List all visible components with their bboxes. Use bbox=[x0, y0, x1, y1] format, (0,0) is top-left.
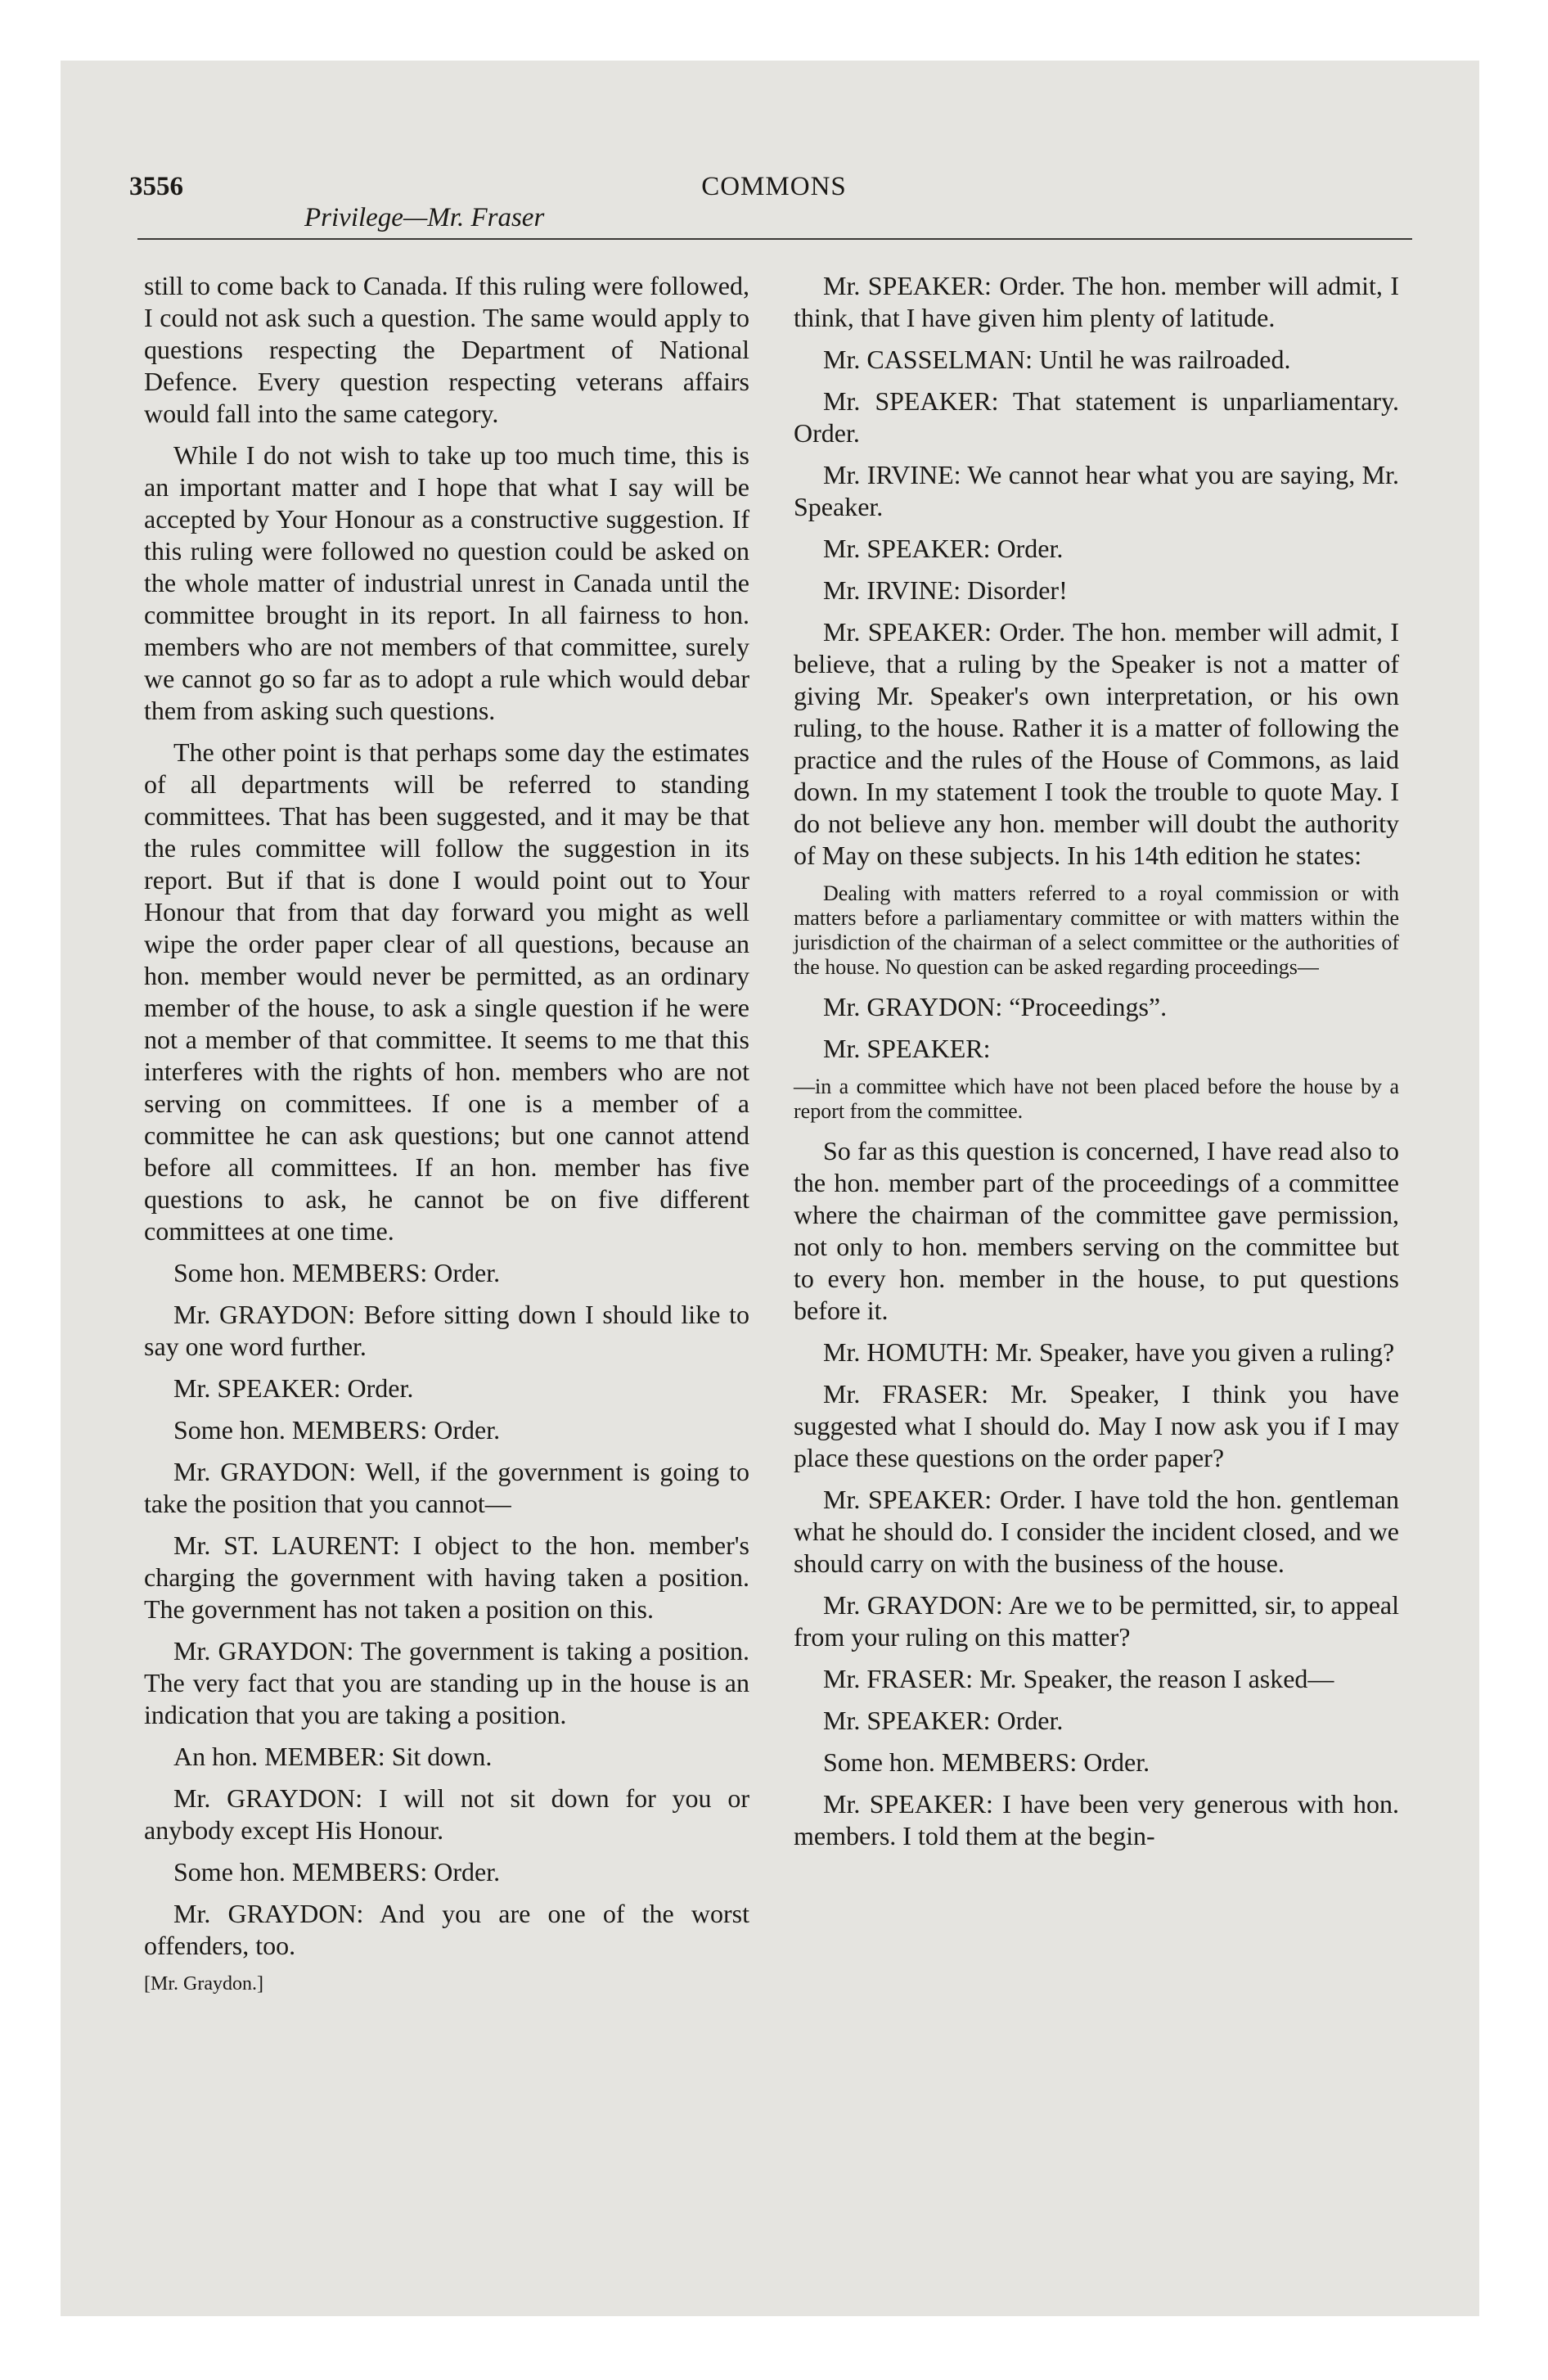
paragraph: Mr. SPEAKER: Order. bbox=[823, 534, 1064, 563]
block-quote: —in a committee which have not been placed before the house by a report from the committee. bbox=[794, 1075, 1399, 1123]
paragraph: Some hon. MEMBERS: Order. bbox=[173, 1857, 501, 1886]
right-column bbox=[794, 270, 1399, 1862]
paragraph: Mr. GRAYDON: “Proceedings”. bbox=[823, 992, 1168, 1021]
paragraph: Mr. FRASER: Mr. Speaker, I think you have suggested what I should do. May I now ask you if I may place these questions on the order paper? bbox=[794, 1379, 1399, 1472]
paragraph: Mr. HOMUTH: Mr. Speaker, have you given a ruling? bbox=[823, 1337, 1395, 1367]
paragraph: Mr. SPEAKER: Order. The hon. member will admit, I believe, that a ruling by the Speaker is not a matter of giving Mr. Speaker's own interpretation, or his own ruling, to the house. Rather it is a matter of following the practice and the rules of the House of Commons, as laid down. In my statement I took the trouble to quote May. I do not believe any hon. member will doubt the authority of May on these subjects. In his 14th edition he states: bbox=[794, 617, 1399, 870]
paragraph: The other point is that perhaps some day the estimates of all departments will be referred to standing committees. That has been suggested, and it may be that the rules committee will follow the suggestion in its report. But if that is done I would point out to Your Honour that from that day forward you might as well wipe the order paper clear of all questions, because an hon. member would never be permitted, as an ordinary member of the house, to ask a single question if he were not a member of that committee. It seems to me that this interferes with the rights of hon. members who are not serving on committees. If one is a member of a committee he can ask questions; but one cannot attend before all committees. If an hon. member has five questions to ask, he cannot be on five different committees at one time. bbox=[144, 737, 749, 1246]
paragraph: Mr. SPEAKER: bbox=[823, 1034, 991, 1063]
block-quote: Dealing with matters referred to a royal commission or with matters before a parliamentary committee or with matters within the jurisdiction of the chairman of a select committee or the authorities of the house. No question can be asked regarding proceedings— bbox=[794, 881, 1399, 979]
running-title: COMMONS bbox=[701, 172, 847, 201]
header-rule bbox=[137, 238, 1412, 240]
footer-attribution: [Mr. Graydon.] bbox=[144, 1973, 263, 1995]
paragraph: Mr. FRASER: Mr. Speaker, the reason I asked— bbox=[823, 1664, 1334, 1693]
paragraph: Mr. GRAYDON: Before sitting down I should like to say one word further. bbox=[144, 1300, 749, 1361]
paragraph: Mr. GRAYDON: Well, if the government is going to take the position that you cannot— bbox=[144, 1457, 749, 1518]
paragraph: Mr. CASSELMAN: Until he was railroaded. bbox=[823, 345, 1291, 374]
paragraph: Some hon. MEMBERS: Order. bbox=[173, 1415, 501, 1445]
paragraph: Mr. SPEAKER: That statement is unparliamentary. Order. bbox=[794, 386, 1399, 448]
paragraph: Mr. IRVINE: We cannot hear what you are saying, Mr. Speaker. bbox=[794, 460, 1399, 521]
paragraph: An hon. MEMBER: Sit down. bbox=[173, 1742, 493, 1771]
paragraph: Mr. SPEAKER: I have been very generous with hon. members. I told them at the begin- bbox=[794, 1789, 1399, 1850]
paragraph: Mr. IRVINE: Disorder! bbox=[823, 575, 1068, 605]
paragraph: Mr. ST. LAURENT: I object to the hon. member's charging the government with having taken a position. The government has not taken a position on this. bbox=[144, 1530, 749, 1624]
paragraph: Some hon. MEMBERS: Order. bbox=[173, 1258, 501, 1287]
paragraph: Mr. SPEAKER: Order. The hon. member will admit, I think, that I have given him plenty of latitude. bbox=[794, 271, 1399, 332]
paragraph: Some hon. MEMBERS: Order. bbox=[823, 1747, 1150, 1777]
paragraph: Mr. GRAYDON: I will not sit down for you or anybody except His Honour. bbox=[144, 1783, 749, 1845]
paragraph: Mr. SPEAKER: Order. bbox=[823, 1706, 1064, 1735]
running-subtitle: Privilege—Mr. Fraser bbox=[304, 203, 545, 232]
paragraph: Mr. GRAYDON: Are we to be permitted, sir, to appeal from your ruling on this matter? bbox=[794, 1590, 1399, 1652]
paragraph: So far as this question is concerned, I have read also to the hon. member part of the proceedings of a committee where the chairman of the committee gave permission, not only to hon. members serving on the committee but to every hon. member in the house, to put questions before it. bbox=[794, 1136, 1399, 1325]
left-column bbox=[144, 270, 749, 1996]
paragraph: Mr. SPEAKER: Order. I have told the hon. gentleman what he should do. I consider the incident closed, and we should carry on with the business of the house. bbox=[794, 1485, 1399, 1578]
paragraph: While I do not wish to take up too much time, this is an important matter and I hope that what I say will be accepted by Your Honour as a constructive suggestion. If this ruling were followed no question could be asked on the whole matter of industrial unrest in Canada until the committee brought in its report. In all fairness to hon. members who are not members of that committee, surely we cannot go so far as to adopt a rule which would debar them from asking such questions. bbox=[144, 440, 749, 725]
paragraph: still to come back to Canada. If this ruling were followed, I could not ask such a question. The same would apply to questions respecting the Department of National Defence. Every question respecting veterans affairs would fall into the same category. bbox=[144, 271, 749, 428]
page-number: 3556 bbox=[129, 172, 183, 201]
paragraph: Mr. GRAYDON: The government is taking a position. The very fact that you are standing up in the house is an indication that you are taking a position. bbox=[144, 1636, 749, 1729]
paragraph: Mr. SPEAKER: Order. bbox=[173, 1373, 414, 1403]
paragraph: Mr. GRAYDON: And you are one of the worst offenders, too. bbox=[144, 1899, 749, 1960]
